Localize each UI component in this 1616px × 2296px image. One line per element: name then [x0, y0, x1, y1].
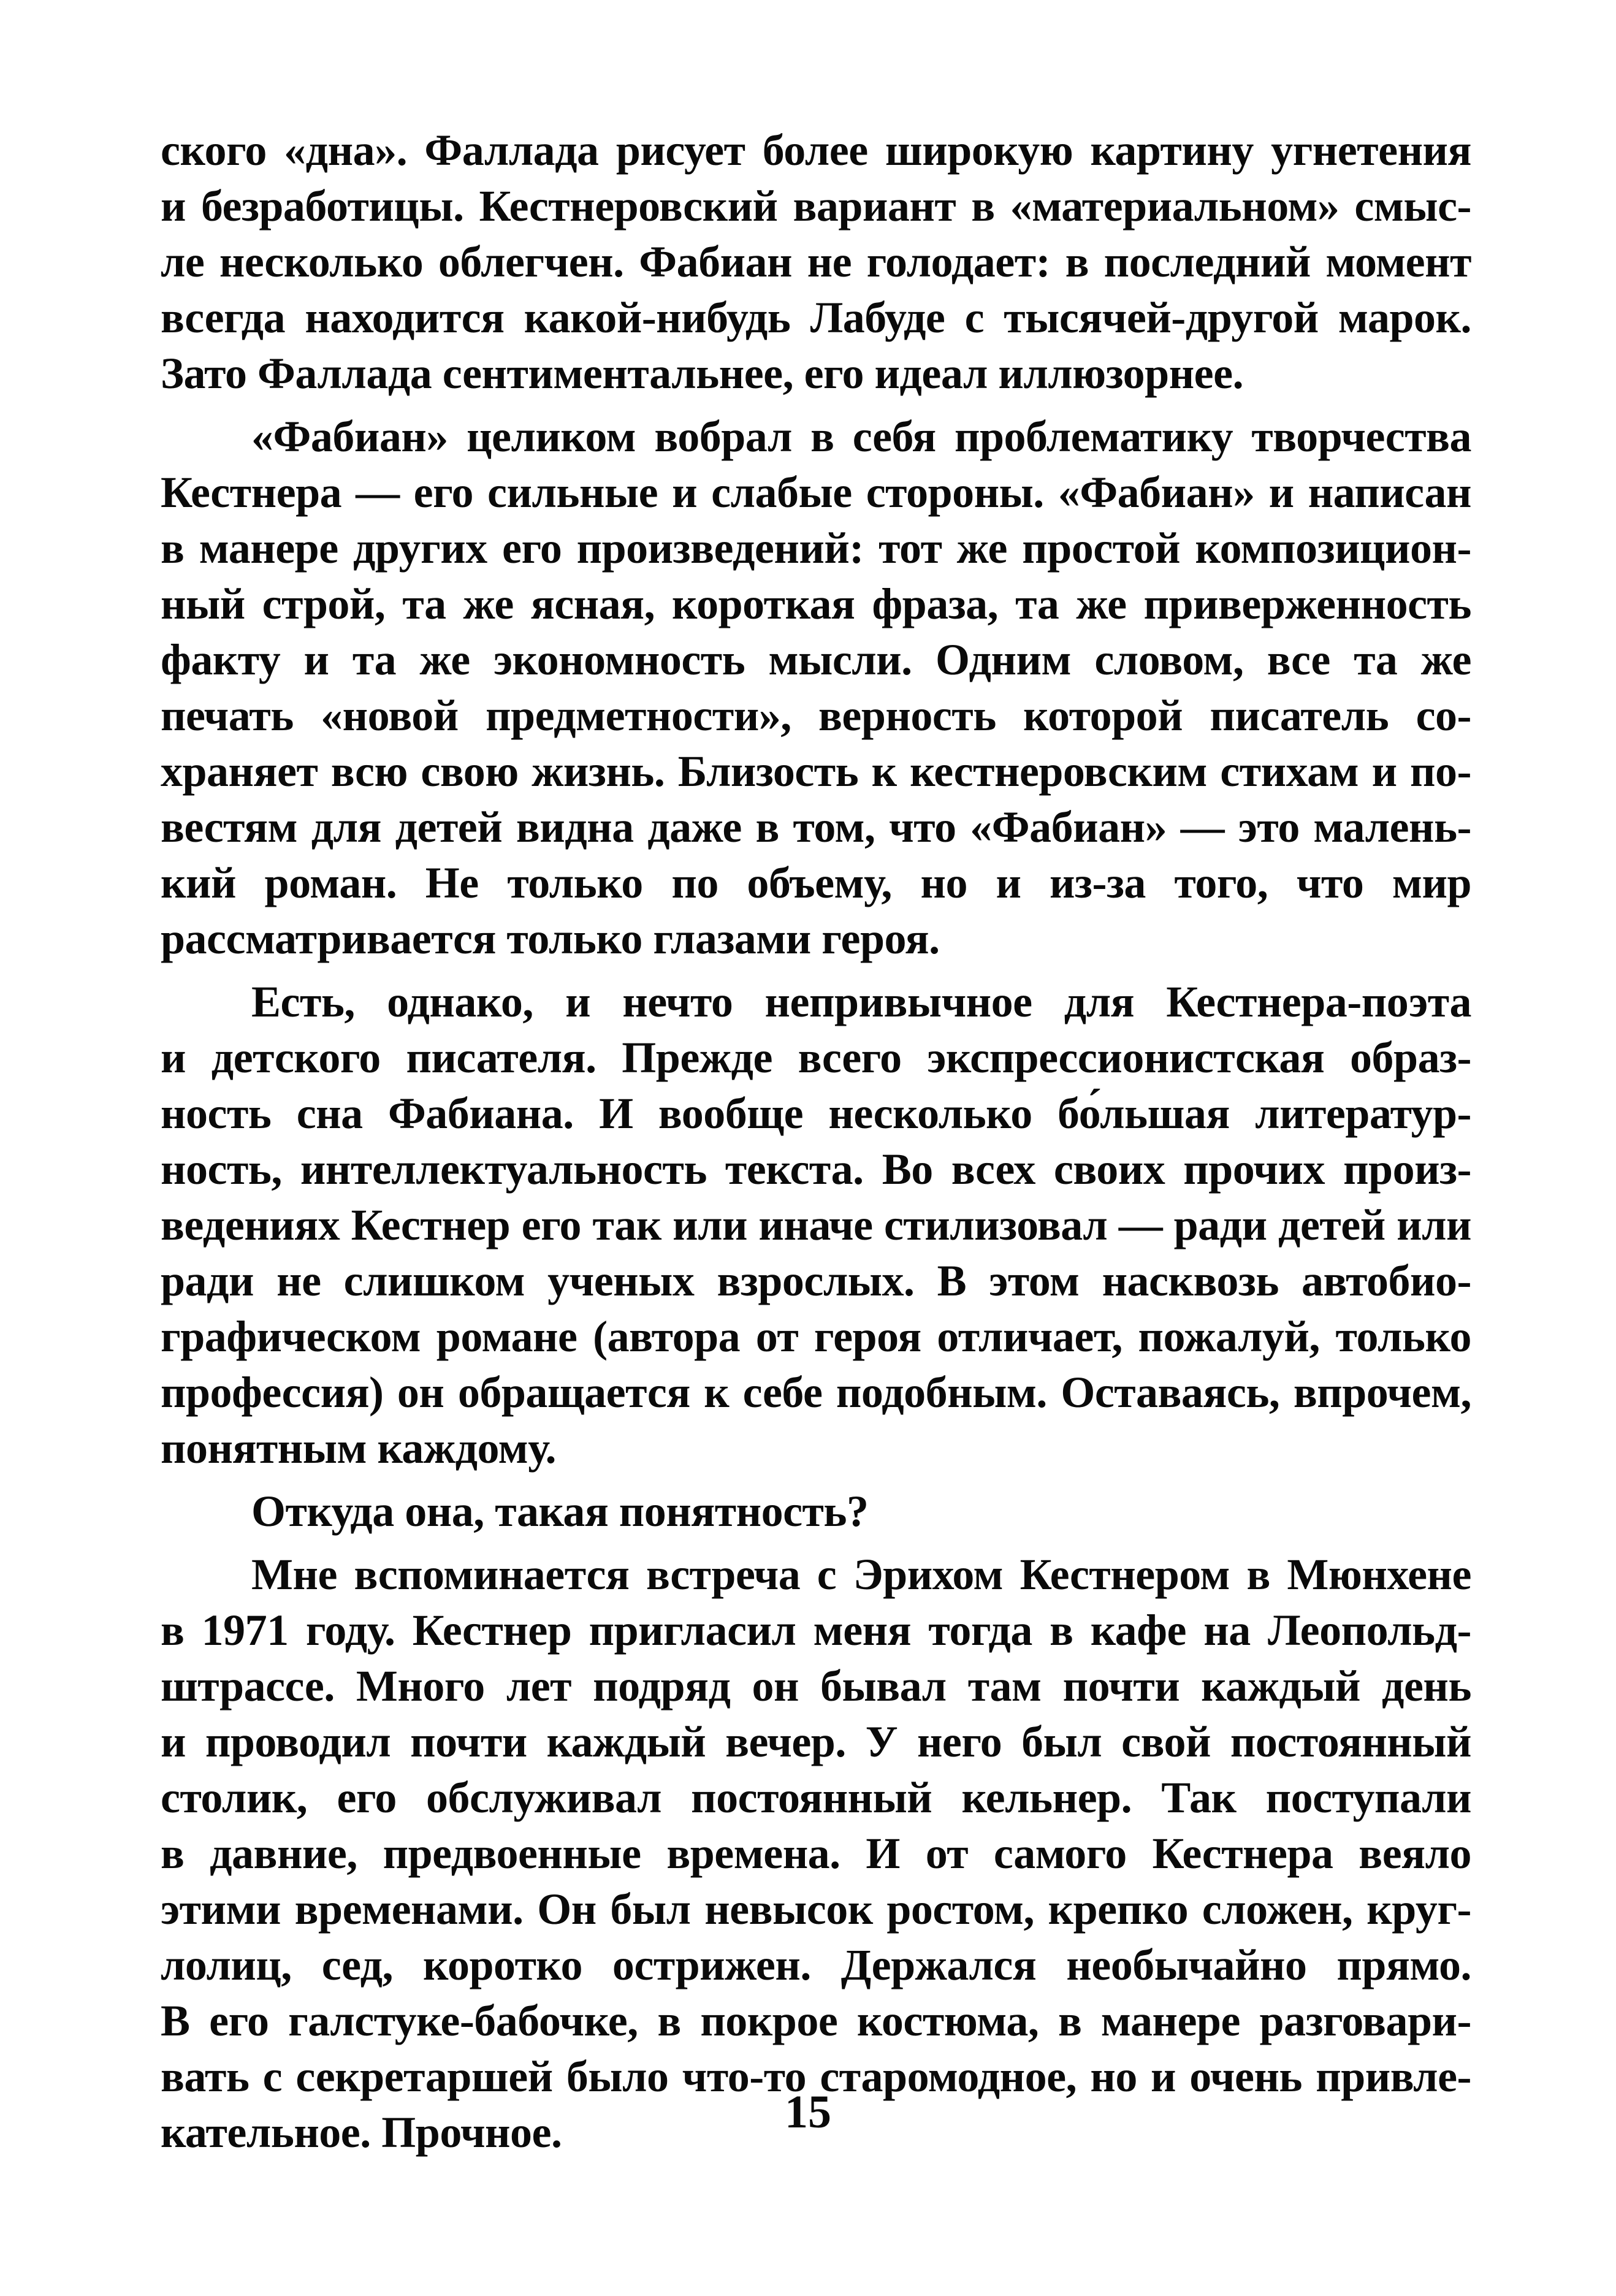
- text-line: и проводил почти каждый вечер. У него был свой постоянный: [161, 1717, 1471, 1766]
- text-line: храняет всю свою жизнь. Близость к кестнеровским стихам и по-: [161, 747, 1471, 796]
- paragraph: [161, 974, 1471, 1476]
- paragraph-gap: [161, 1539, 1471, 1547]
- text-line: Мне вспоминается встреча с Эрихом Кестнером в Мюнхене: [251, 1550, 1471, 1599]
- text-line: вестям для детей видна даже в том, что «Фабиан» — это малень-: [161, 803, 1471, 852]
- text-line: и детского писателя. Прежде всего экспрессионистская образ-: [161, 1033, 1471, 1082]
- text-line: кательное. Прочное.: [161, 2108, 562, 2157]
- text-line: в 1971 году. Кестнер пригласил меня тогда в кафе на Леопольд-: [161, 1606, 1471, 1655]
- text-line: ный строй, та же ясная, короткая фраза, та же приверженность: [161, 579, 1471, 628]
- text-line: ского «дна». Фаллада рисует более широкую картину угнетения: [161, 126, 1471, 175]
- paragraph: [161, 123, 1471, 402]
- page-number: 15: [785, 2086, 831, 2138]
- text-line: ведениях Кестнер его так или иначе стилизовал — ради детей или: [161, 1200, 1471, 1249]
- text-line: ради не слишком ученых взрослых. В этом насквозь автобио-: [161, 1256, 1471, 1305]
- text-line: лолиц, сед, коротко острижен. Держался необычайно прямо.: [161, 1940, 1471, 1989]
- text-line: В его галстуке-бабочке, в покрое костюма, в манере разговари-: [161, 1996, 1471, 2045]
- paragraph: [161, 409, 1471, 967]
- text-line: ность, интеллектуальность текста. Во всех своих прочих произ-: [161, 1145, 1471, 1194]
- text-line: и безработицы. Кестнеровский вариант в «материальном» смыс-: [161, 181, 1471, 231]
- text-line: Зато Фаллада сентиментальнее, его идеал иллюзорнее.: [161, 349, 1244, 398]
- text-line: факту и та же экономность мысли. Одним словом, все та же: [161, 635, 1471, 684]
- paragraph-gap: [161, 967, 1471, 974]
- text-line: в манере других его произведений: тот же простой композицион-: [161, 524, 1471, 573]
- text-line: Кестнера — его сильные и слабые стороны. «Фабиан» и написан: [161, 468, 1471, 517]
- text-line: понятным каждому.: [161, 1424, 557, 1473]
- text-line: Откуда она, такая понятность?: [251, 1487, 869, 1536]
- paragraph-gap: [161, 1476, 1471, 1484]
- text-line: профессия) он обращается к себе подобным. Оставаясь, впрочем,: [161, 1368, 1471, 1417]
- text-line: всегда находится какой-нибудь Лабуде с тысячей-другой марок.: [161, 293, 1471, 342]
- text-line: штрассе. Много лет подряд он бывал там почти каждый день: [161, 1661, 1471, 1711]
- text-line: в давние, предвоенные времена. И от самого Кестнера веяло: [161, 1829, 1471, 1878]
- text-line: этими временами. Он был невысок ростом, крепко сложен, круг-: [161, 1885, 1471, 1934]
- paragraph: [161, 1484, 1471, 1539]
- text-line: печать «новой предметности», верность которой писатель со-: [161, 691, 1471, 740]
- text-line: ле несколько облегчен. Фабиан не голодает: в последний момент: [161, 237, 1471, 286]
- paragraph-gap: [161, 402, 1471, 409]
- text-line: рассматривается только глазами героя.: [161, 914, 940, 963]
- text-line: Есть, однако, и нечто непривычное для Кестнера-поэта: [251, 977, 1471, 1026]
- text-line: ность сна Фабиана. И вообще несколько бо́льшая литератур-: [161, 1089, 1471, 1138]
- paragraph: [161, 1547, 1471, 2161]
- text-line: «Фабиан» целиком вобрал в себя проблематику творчества: [251, 412, 1471, 461]
- text-line: кий роман. Не только по объему, но и из-за того, что мир: [161, 858, 1471, 907]
- page-text: [161, 123, 1471, 2161]
- text-line: вать с секретаршей было что-то старомодное, но и очень привле-: [161, 2052, 1471, 2101]
- text-line: столик, его обслуживал постоянный кельнер. Так поступали: [161, 1773, 1471, 1822]
- text-line: графическом романе (автора от героя отличает, пожалуй, только: [161, 1312, 1471, 1361]
